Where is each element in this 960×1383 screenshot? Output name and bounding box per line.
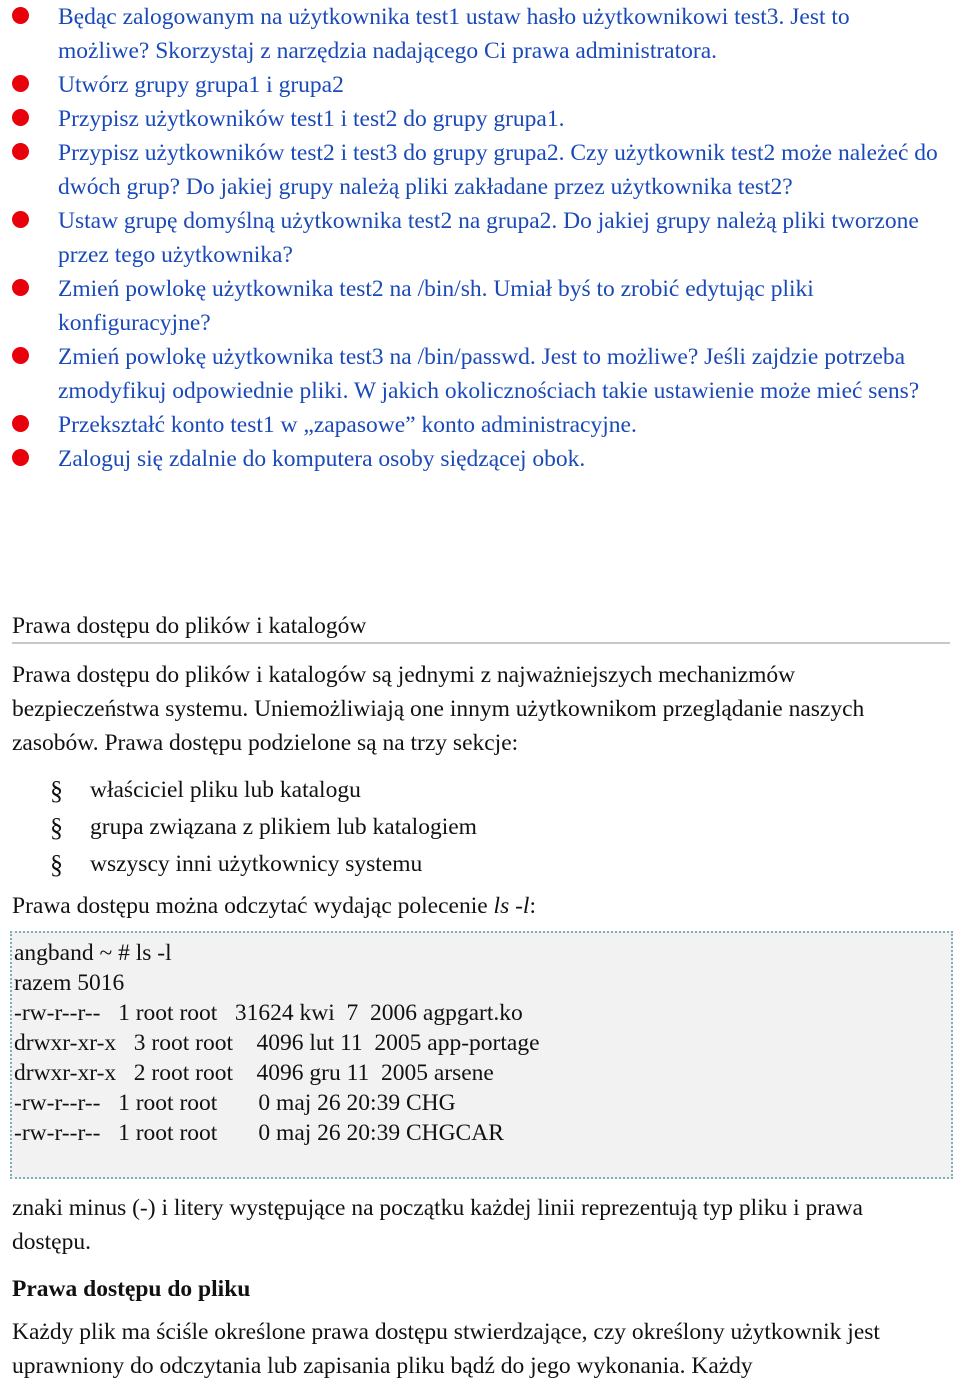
task-text: Przypisz użytkowników test2 i test3 do grupy grupa2. Czy użytkownik test2 może należeć do dwóch grup? Do jakiej grupy należą pliki zakładane przez użytkownika test2?: [58, 140, 938, 200]
ls-intro-before: Prawa dostępu można odczytać wydając polecenie: [12, 893, 494, 919]
code-line: razem 5016: [14, 970, 125, 996]
task-item: [0, 204, 960, 272]
code-line: -rw-r--r-- 1 root root 0 maj 26 20:39 CHG: [14, 1090, 456, 1116]
bullet-icon: [12, 279, 29, 296]
bullet-icon: [12, 143, 29, 160]
section-sign-icon: §: [50, 850, 63, 879]
task-text: Przypisz użytkowników test1 i test2 do grupy grupa1.: [58, 106, 565, 132]
bullet-icon: [12, 75, 29, 92]
code-line: angband ~ # ls -l: [14, 940, 172, 966]
subheading: Prawa dostępu do pliku: [12, 1276, 251, 1302]
section-sign-icon: §: [50, 813, 63, 842]
bullet-icon: [12, 211, 29, 228]
section-heading: Prawa dostępu do plików i katalogów: [12, 610, 950, 644]
exercise-list: [0, 0, 960, 476]
ls-command: ls -l: [493, 893, 530, 919]
bullet-icon: [12, 415, 29, 432]
task-text: Zmień powlokę użytkownika test2 na /bin/sh. Umiał byś to zrobić edytując pliki konfiguracyjne?: [58, 276, 814, 336]
task-text: Będąc zalogowanym na użytkownika test1 ustaw hasło użytkownikowi test3. Jest to możliwe? Skorzystaj z narzędzia nadającego Ci prawa administratora.: [58, 4, 850, 64]
task-text: Zaloguj się zdalnie do komputera osoby siędzącej obok.: [58, 446, 586, 472]
task-item: [0, 136, 960, 204]
code-block: [10, 931, 953, 1179]
list-item: [0, 772, 477, 809]
list-item: [0, 809, 477, 846]
task-item: [0, 68, 960, 102]
task-text: Ustaw grupę domyślną użytkownika test2 na grupa2. Do jakiej grupy należą pliki tworzone przez tego użytkownika?: [58, 208, 919, 268]
after-code-paragraph: znaki minus (-) i litery występujące na początku każdej linii reprezentują typ pliku i prawa dostępu.: [12, 1195, 863, 1255]
code-line: drwxr-xr-x 2 root root 4096 gru 11 2005 arsene: [14, 1060, 494, 1086]
bullet-icon: [12, 449, 29, 466]
task-item: [0, 340, 960, 408]
list-item-text: wszyscy inni użytkownicy systemu: [90, 851, 423, 877]
task-item: [0, 0, 960, 68]
task-item: [0, 272, 960, 340]
intro-paragraph: Prawa dostępu do plików i katalogów są jednymi z najważniejszych mechanizmów bezpieczeństwa systemu. Uniemożliwiają one innym użytkownikom przeglądanie naszych zasobów. Prawa dostępu podzielone są na trzy sekcje:: [12, 662, 865, 756]
bullet-icon: [12, 109, 29, 126]
final-paragraph: Każdy plik ma ściśle określone prawa dostępu stwierdzające, czy określony użytkownik jest uprawniony do odczytania lub zapisania pliku bądź do jego wykonania. Każdy: [12, 1319, 880, 1379]
list-item-text: grupa związana z plikiem lub katalogiem: [90, 814, 477, 840]
task-item: [0, 408, 960, 442]
task-text: Utwórz grupy grupa1 i grupa2: [58, 72, 344, 98]
code-line: drwxr-xr-x 3 root root 4096 lut 11 2005 app-portage: [14, 1030, 540, 1056]
bullet-icon: [12, 7, 29, 24]
list-item: [0, 846, 477, 883]
list-item-text: właściciel pliku lub katalogu: [90, 777, 361, 803]
code-line: -rw-r--r-- 1 root root 31624 kwi 7 2006 agpgart.ko: [14, 1000, 523, 1026]
ls-intro-paragraph: [12, 889, 942, 923]
code-line: -rw-r--r-- 1 root root 0 maj 26 20:39 CHGCAR: [14, 1120, 504, 1146]
section-sign-icon: §: [50, 776, 63, 805]
ls-intro-after: :: [529, 893, 536, 919]
task-item: [0, 102, 960, 136]
task-item: [0, 442, 960, 476]
task-text: Zmień powlokę użytkownika test3 na /bin/passwd. Jest to możliwe? Jeśli zajdzie potrzeba zmodyfikuj odpowiednie pliki. W jakich okolicznościach takie ustawienie może mieć sens?: [58, 344, 920, 404]
bullet-icon: [12, 347, 29, 364]
permission-sections-list: [0, 772, 477, 883]
task-text: Przekształć konto test1 w „zapasowe” konto administracyjne.: [58, 412, 637, 438]
